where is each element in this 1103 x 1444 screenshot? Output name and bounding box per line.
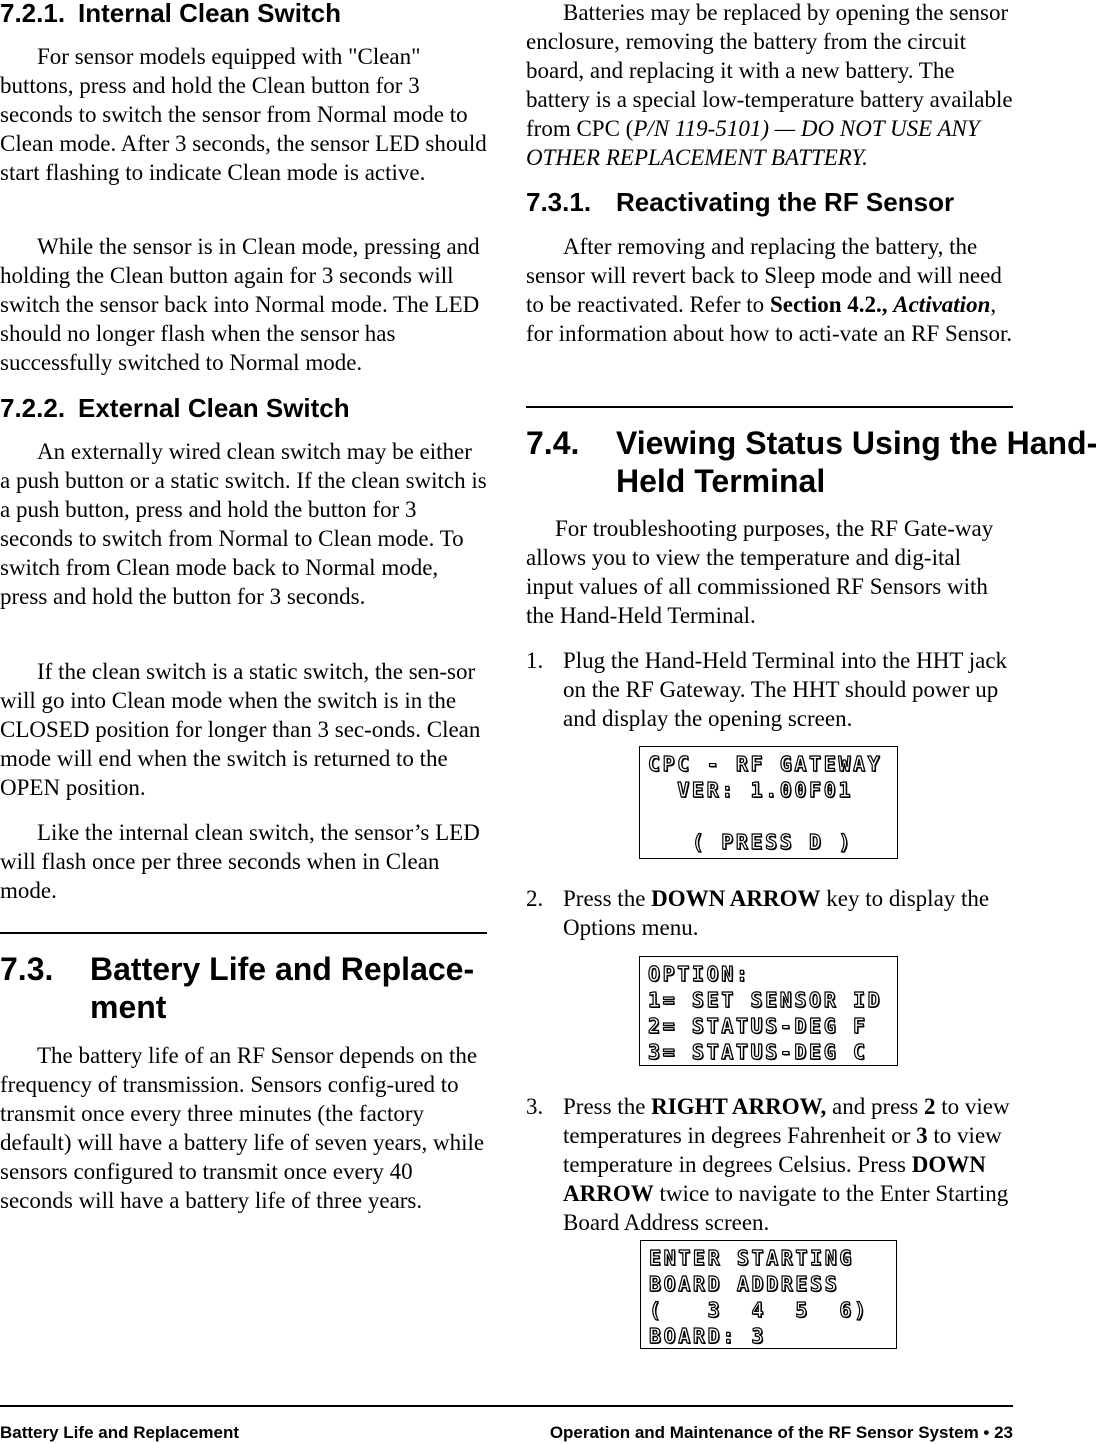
step-number: 3. — [526, 1094, 544, 1119]
key-name: 2 — [924, 1094, 936, 1119]
step-number: 2. — [526, 886, 544, 911]
section-reference-title: Activation — [893, 292, 991, 317]
heading-title: Battery Life and Replace-ment — [90, 951, 475, 1025]
screen-line — [648, 803, 889, 829]
step-text: and press — [826, 1094, 925, 1119]
step-number: 1. — [526, 648, 544, 673]
paragraph: While the sensor is in Clean mode, pressing and holding the Clean button again for 3 seconds will switch the sensor back into Normal mode. The LED should no longer flash when the sensor has successfully switched to Normal mode. — [0, 234, 480, 375]
step-text: Press the — [563, 886, 652, 911]
paragraph: An externally wired clean switch may be either a push button or a static switch. If the clean switch is a push button, press and hold the button for 3 seconds to switch from Normal to Clean mode. To switch from Clean mode back to Normal mode, press and hold the button for 3 seconds. — [0, 439, 487, 609]
text-run: Batteries may be replaced by opening the sensor enclosure, removing the battery from the circuit board, and replacing it with a new battery. The battery is a special low-temperature battery available from CPC ( — [526, 0, 1013, 141]
key-name: RIGHT ARROW, — [651, 1094, 827, 1119]
step-3 — [526, 1092, 1013, 1237]
paragraph: The battery life of an RF Sensor depends on the frequency of transmission. Sensors config-ured to transmit once every three minutes (the factory default) will have a battery life of seven years, while sensors configured to transmit once every 40 seconds will have a battery life of three years. — [0, 1043, 485, 1213]
key-name: DOWN ARROW — [651, 886, 821, 911]
screen-line: ( 3 4 5 6) — [649, 1298, 869, 1322]
heading-title: Viewing Status Using the Hand-Held Terminal — [616, 425, 1098, 499]
step-2 — [526, 884, 1013, 942]
section-rule — [526, 406, 1013, 408]
key-name: DOWN ARROW — [563, 1152, 986, 1206]
heading-number: 7.2.1. — [0, 0, 66, 28]
part-number-warning: P/N 119-5101) — DO NOT USE ANY OTHER REPLACEMENT BATTERY. — [526, 116, 980, 170]
step-text: twice to navigate to the Enter Starting Board Address screen. — [563, 1181, 1009, 1235]
screen-line: OPTION: — [648, 962, 751, 986]
heading-7-2-1 — [0, 0, 341, 28]
step-text: to view temperatures in degrees Fahrenheit or — [563, 1094, 1010, 1148]
section-reference: Section 4.2., — [769, 292, 894, 317]
text-run: After removing and replacing the battery, the sensor will revert back to Sleep mode and will need to be reactivated. Refer to — [526, 234, 1002, 317]
heading-7-2-2 — [0, 393, 350, 423]
key-name: 3 — [916, 1123, 928, 1148]
paragraph: For sensor models equipped with "Clean" buttons, press and hold the Clean button for 3 seconds to switch the sensor from Normal mode to Clean mode. After 3 seconds, the sensor LED should start flashing to indicate Clean mode is active. — [0, 44, 487, 185]
screen-line: VER: 1.00F01 — [648, 778, 853, 802]
step-text: Press the — [563, 1094, 652, 1119]
hht-screen-starting-board — [640, 1240, 897, 1349]
step-1 — [526, 646, 1013, 733]
heading-number: 7.2.2. — [0, 393, 66, 423]
heading-title: External Clean Switch — [78, 393, 350, 423]
paragraph: For troubleshooting purposes, the RF Gate-way allows you to view the temperature and dig-ital input values of all commissioned RF Sensors with the Hand-Held Terminal. — [526, 516, 994, 628]
screen-line: 2= STATUS-DEG F — [648, 1014, 868, 1038]
step-text: to view temperature in degrees Celsius. Press — [563, 1123, 1002, 1177]
screen-line: BOARD: 3 — [649, 1324, 767, 1348]
hht-screen-options — [639, 956, 898, 1066]
paragraph-battery-replacement — [526, 0, 1013, 172]
heading-title: Reactivating the RF Sensor — [616, 187, 955, 217]
hht-screen-opening — [639, 746, 898, 859]
footer-section-title: Battery Life and Replacement — [0, 1423, 240, 1442]
heading-7-3 — [0, 950, 487, 1026]
screen-line: 3= STATUS-DEG C — [648, 1040, 868, 1064]
heading-number: 7.4. — [526, 425, 580, 461]
screen-line: CPC - RF GATEWAY — [648, 752, 883, 776]
screen-line: BOARD ADDRESS — [649, 1272, 840, 1296]
heading-number: 7.3.1. — [526, 187, 592, 217]
footer-page-info: Operation and Maintenance of the RF Sensor System • 23 — [549, 1423, 1013, 1442]
section-rule — [0, 932, 487, 934]
screen-line: ENTER STARTING — [649, 1246, 854, 1270]
heading-7-3-1 — [526, 187, 954, 217]
paragraph: If the clean switch is a static switch, the sen-sor will go into Clean mode when the switch is in the CLOSED position for longer than 3 sec-onds. Clean mode will end when the switch is returned to the OPEN position. — [0, 659, 481, 800]
screen-line: ( PRESS D ) — [648, 830, 853, 854]
heading-number: 7.3. — [0, 951, 54, 987]
screen-line: 1= SET SENSOR ID — [648, 988, 883, 1012]
step-text: key to display the Options menu. — [563, 886, 990, 940]
footer-rule — [0, 1405, 1013, 1407]
paragraph: Like the internal clean switch, the sensor’s LED will flash once per three seconds when in Clean mode. — [0, 820, 480, 903]
heading-7-4 — [526, 424, 1103, 500]
step-text: Plug the Hand-Held Terminal into the HHT jack on the RF Gateway. The HHT should power up and display the opening screen. — [563, 648, 1008, 731]
text-run: , for information about how to acti-vate an RF Sensor. — [526, 292, 1013, 346]
heading-title: Internal Clean Switch — [78, 0, 341, 28]
paragraph — [526, 232, 1013, 348]
